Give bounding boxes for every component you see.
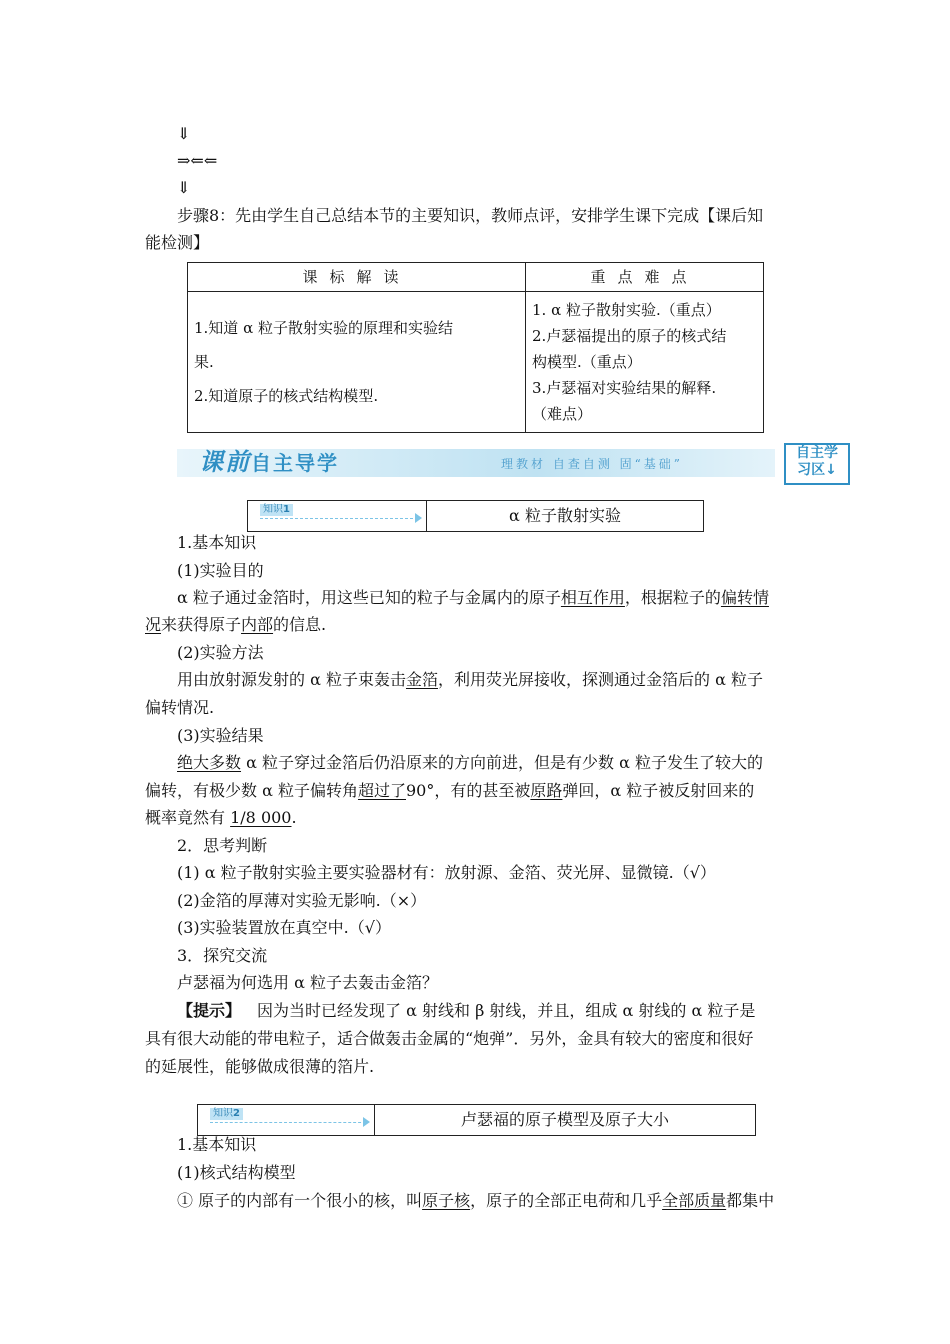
method-line1: 用由放射源发射的 α 粒子束轰击金箔，利用荧光屏接收，探测通过金箔后的 α 粒子: [177, 670, 763, 689]
basic-knowledge-heading: 1.基本知识: [177, 533, 257, 552]
knowledge-1-box: [247, 500, 704, 532]
knowledge-tag-label: 知识2: [210, 1108, 243, 1120]
banner-slogan: 理教材 自查自测 固“基础”: [501, 457, 683, 471]
right-line-5: （难点）: [532, 405, 593, 423]
result-line1: 绝大多数 α 粒子穿过金箔后仍沿原来的方向前进，但是有少数 α 粒子发生了较大的: [177, 753, 763, 772]
objectives-table: [187, 262, 764, 433]
section-banner: [177, 441, 849, 485]
left-line-3: 2.知道原子的核式结构模型.: [194, 387, 379, 405]
right-line-3: 构模型.（重点）: [532, 353, 642, 371]
table-header-left: 课标解读: [188, 263, 526, 292]
hint-line1: 【提示】 因为当时已经发现了 α 射线和 β 射线，并且，组成 α 射线的 α 粒子是: [177, 1001, 756, 1020]
basic-knowledge-heading-2: 1.基本知识: [177, 1135, 257, 1154]
knowledge-tag-label: 知识1: [260, 504, 293, 516]
result-line3: 概率竟然有 1/8 000.: [145, 808, 297, 827]
knowledge-2-tag: [198, 1105, 375, 1135]
hint-line3: 的延展性，能够做成很薄的箔片.: [145, 1057, 375, 1076]
arrow-right-icon: [363, 1117, 370, 1127]
method-heading: (2)实验方法: [177, 643, 264, 662]
result-line2: 偏转，有极少数 α 粒子偏转角超过了90°，有的甚至被原路弹回，α 粒子被反射回来的: [145, 781, 755, 800]
purpose-heading: (1)实验目的: [177, 561, 264, 580]
banner-title-a: 课前: [199, 448, 251, 476]
down-arrow-1: ⇓: [177, 124, 191, 143]
knowledge-2-title: 卢瑟福的原子模型及原子大小: [460, 1110, 669, 1129]
judge-item-1: (1) α 粒子散射实验主要实验器材有：放射源、金箔、荧光屏、显微镜.（√）: [177, 863, 716, 882]
hint-line2: 具有很大动能的带电粒子，适合做轰击金属的“炮弹”．另外，金具有较大的密度和很好: [145, 1029, 754, 1048]
model-heading: (1)核式结构模型: [177, 1163, 296, 1182]
purpose-line2: 况来获得原子内部的信息.: [145, 615, 327, 634]
knowledge-1-title: α 粒子散射实验: [509, 506, 621, 525]
down-arrow-2: ⇓: [177, 178, 191, 197]
tag-dashed-line: [210, 1122, 366, 1123]
method-line2: 偏转情况.: [145, 698, 215, 717]
right-line-2: 2.卢瑟福提出的原子的核式结: [532, 327, 727, 345]
left-line-1: 1.知道 α 粒子散射实验的原理和实验结: [194, 319, 453, 337]
tag-dashed-line: [260, 518, 418, 519]
result-heading: (3)实验结果: [177, 726, 264, 745]
badge-line1: 自主学: [796, 445, 838, 461]
model-line1: ① 原子的内部有一个很小的核，叫原子核，原子的全部正电荷和几乎全部质量都集中: [177, 1191, 775, 1210]
arrow-row: ⇒⇐⇐: [177, 151, 218, 170]
purpose-line1: α 粒子通过金箔时，用这些已知的粒子与金属内的原子相互作用，根据粒子的偏转情: [177, 588, 769, 607]
explore-question: 卢瑟福为何选用 α 粒子去轰击金箔？: [177, 973, 438, 992]
knowledge-2-box: [197, 1104, 756, 1136]
judge-heading: 2．思考判断: [177, 836, 268, 855]
left-line-2: 果.: [194, 353, 214, 371]
badge-line2: 习区: [797, 462, 826, 478]
right-line-1: 1. α 粒子散射实验.（重点）: [532, 301, 721, 319]
table-cell-right: [526, 292, 764, 433]
hint-label: 【提示】: [177, 1001, 242, 1020]
banner-badge: [784, 443, 850, 485]
down-arrow-icon: ↓: [825, 462, 837, 478]
judge-item-3: (3)实验装置放在真空中.（√）: [177, 918, 391, 937]
step8-line1: 步骤8：先由学生自己总结本节的主要知识，教师点评，安排学生课下完成【课后知: [177, 206, 764, 225]
arrow-right-icon: [415, 513, 422, 523]
step8-line2: 能检测】: [145, 233, 210, 252]
explore-heading: 3．探究交流: [177, 946, 268, 965]
right-line-4: 3.卢瑟福对实验结果的解释.: [532, 379, 717, 397]
table-header-right: 重点难点: [526, 263, 764, 292]
judge-item-2: (2)金箔的厚薄对实验无影响.（×）: [177, 891, 427, 910]
knowledge-1-tag: [248, 501, 427, 531]
table-cell-left: [188, 292, 526, 433]
banner-title: [199, 445, 339, 480]
banner-title-b: 自主导学: [251, 451, 339, 475]
